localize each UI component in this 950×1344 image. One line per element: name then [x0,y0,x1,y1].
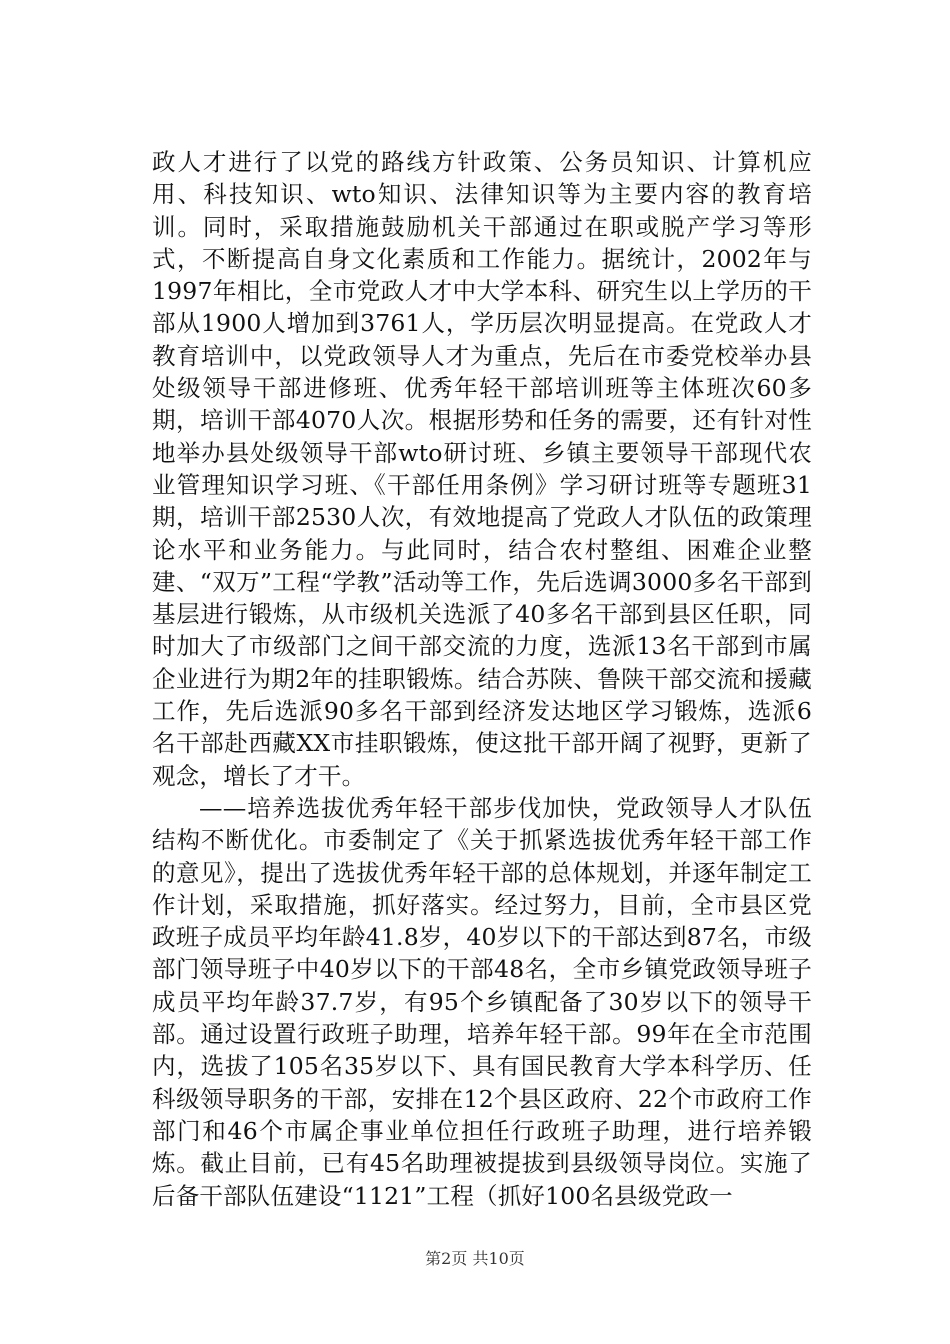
paragraph-1: 政人才进行了以党的路线方针政策、公务员知识、计算机应用、科技知识、wto知识、法律知识等为主要内容的教育培训。同时，采取措施鼓励机关干部通过在职或脱产学习等形式，不断提高自身文化素质和工作能力。据统计，2002年与1997年相比，全市党政人才中大学本科、研究生以上学历的干部从1900人增加到3761人，学历层次明显提高。在党政人才教育培训中，以党政领导人才为重点，先后在市委党校举办县处级领导干部进修班、优秀年轻干部培训班等主体班次60多期，培训干部4070人次。根据形势和任务的需要，还有针对性地举办县处级领导干部wto研讨班、乡镇主要领导干部现代农业管理知识学习班、《干部任用条例》学习研讨班等专题班31期，培训干部2530人次，有效地提高了党政人才队伍的政策理论水平和业务能力。与此同时，结合农村整组、困难企业整建、“双万”工程“学教”活动等工作，先后选调3000多名干部到基层进行锻炼，从市级机关选派了40多名干部到县区任职，同时加大了市级部门之间干部交流的力度，选派13名干部到市属企业进行为期2年的挂职锻炼。结合苏陕、鲁陕干部交流和援藏工作，先后选派90多名干部到经济发达地区学习锻炼，选派6名干部赴西藏XX市挂职锻炼，使这批干部开阔了视野，更新了观念，增长了才干。 [152,148,812,790]
page-number-footer: 第2页 共10页 [425,1249,525,1268]
document-body [152,146,812,1212]
paragraph-2: ——培养选拔优秀年轻干部步伐加快，党政领导人才队伍结构不断优化。市委制定了《关于抓紧选拔优秀年轻干部工作的意见》，提出了选拔优秀年轻干部的总体规划，并逐年制定工作计划，采取措施，抓好落实。经过努力，目前，全市县区党政班子成员平均年龄41.8岁，40岁以下的干部达到87名，市级部门领导班子中40岁以下的干部48名，全市乡镇党政领导班子成员平均年龄37.7岁，有95个乡镇配备了30岁以下的领导干部。通过设置行政班子助理，培养年轻干部。99年在全市范围内，选拔了105名35岁以下、具有国民教育大学本科学历、任科级领导职务的干部，安排在12个县区政府、22个市政府工作部门和46个市属企事业单位担任行政班子助理，进行培养锻炼。截止目前，已有45名助理被提拔到县级领导岗位。实施了后备干部队伍建设“1121”工程（抓好100名县级党政一 [152,793,812,1210]
